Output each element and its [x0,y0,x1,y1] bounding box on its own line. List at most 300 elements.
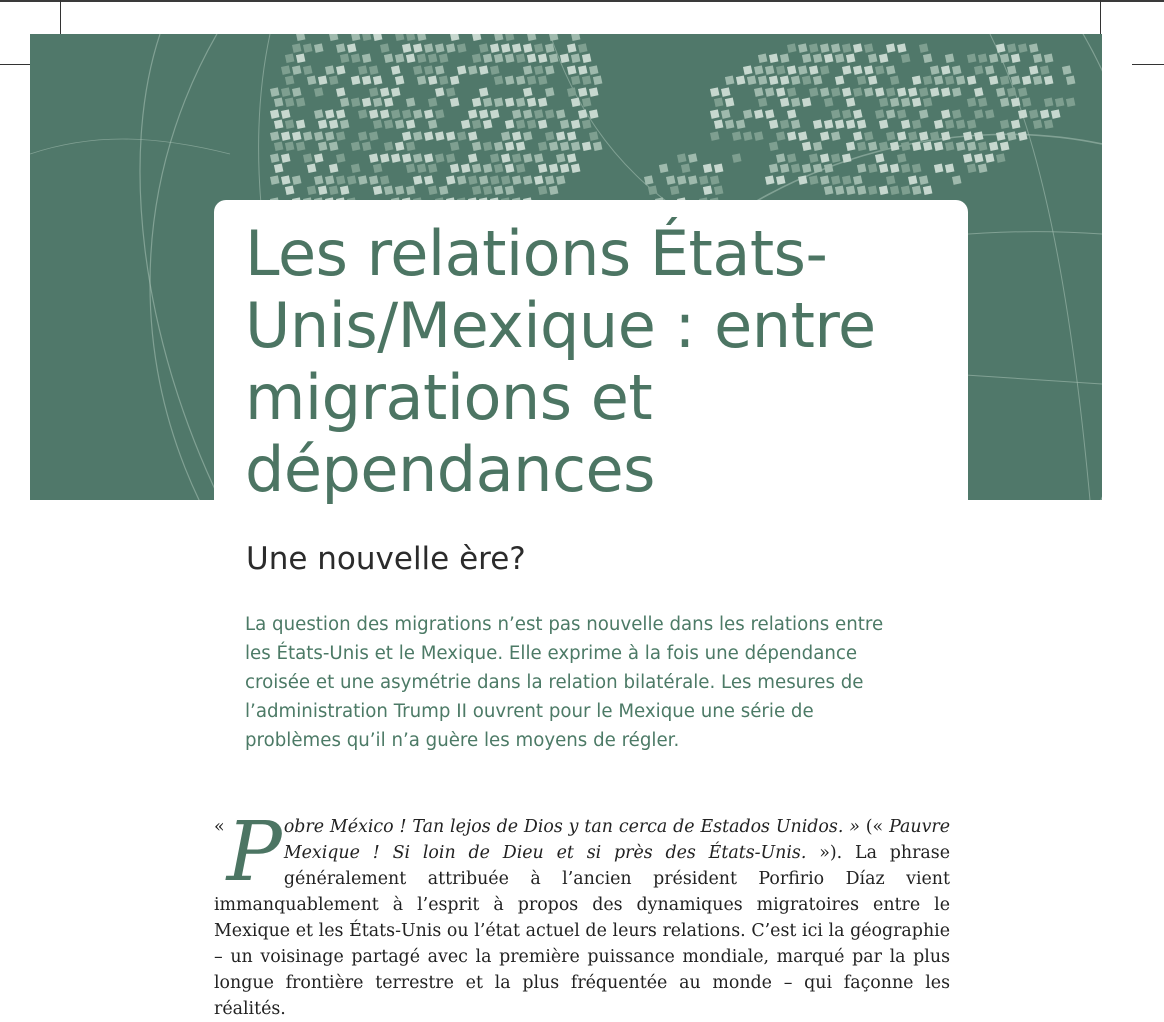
land-pixel [468,153,477,162]
land-pixel [292,131,301,140]
land-pixel [1000,76,1009,85]
land-pixel [325,175,334,184]
land-pixel [809,65,818,74]
land-pixel [677,153,686,162]
land-pixel [347,175,356,184]
land-pixel [714,164,723,173]
land-pixel [1011,76,1020,85]
land-pixel [516,164,525,173]
land-pixel [1066,76,1075,85]
land-pixel [582,142,591,151]
land-pixel [824,98,833,107]
land-pixel [516,142,525,151]
land-pixel [318,120,327,129]
land-pixel [787,65,796,74]
land-pixel [967,98,976,107]
land-pixel [875,87,884,96]
land-pixel [461,164,470,173]
land-pixel [1029,109,1038,118]
land-pixel [285,186,294,195]
land-pixel [886,65,895,74]
land-pixel [648,186,657,195]
land-pixel [329,76,338,85]
land-pixel [413,65,422,74]
land-pixel [868,76,877,85]
land-pixel [468,131,477,140]
land-pixel [1040,109,1049,118]
land-pixel [523,43,532,52]
land-pixel [472,142,481,151]
land-pixel [545,109,554,118]
land-pixel [670,186,679,195]
land-pixel [270,87,279,96]
land-pixel [270,175,279,184]
land-pixel [699,175,708,184]
land-pixel [567,87,576,96]
land-pixel [1040,65,1049,74]
land-pixel [494,164,503,173]
land-pixel [956,76,965,85]
land-pixel [505,186,514,195]
land-pixel [340,98,349,107]
land-pixel [787,153,796,162]
body-rest: La phrase généralement attribuée à l’ancien président Porfirio Díaz vient immanquablement à l’esprit à propos des dynamiques migratoires entre le Mexique et les États-Unis ou l’état actuel de leurs relations. C’est ici la géographie – un voisinage partagé avec la première puissance mondiale, marqué par la plus longue frontière terrestre et la plus fréquentée au monde – qui façonne les réalités. [214,843,950,1019]
land-pixel [886,175,895,184]
land-pixel [967,142,976,151]
land-pixel [769,54,778,63]
land-pixel [450,164,459,173]
land-pixel [1033,120,1042,129]
land-pixel [868,186,877,195]
land-pixel [967,164,976,173]
land-pixel [1018,43,1027,52]
land-pixel [868,164,877,173]
land-pixel [945,120,954,129]
land-pixel [787,87,796,96]
land-pixel [890,98,899,107]
land-pixel [791,164,800,173]
land-pixel [428,98,437,107]
land-pixel [373,164,382,173]
land-pixel [369,153,378,162]
land-pixel [985,153,994,162]
land-pixel [567,43,576,52]
land-pixel [996,153,1005,162]
land-pixel [490,109,499,118]
land-pixel [380,43,389,52]
land-pixel [714,98,723,107]
land-pixel [864,65,873,74]
land-pixel [743,65,752,74]
land-pixel [534,153,543,162]
land-pixel [1066,98,1075,107]
land-pixel [879,120,888,129]
land-pixel [450,34,459,41]
land-pixel [853,109,862,118]
land-pixel [457,43,466,52]
land-pixel [765,65,774,74]
land-pixel [490,65,499,74]
land-pixel [798,43,807,52]
land-pixel [358,109,367,118]
land-pixel [758,76,767,85]
land-pixel [890,142,899,151]
land-pixel [292,175,301,184]
land-pixel [395,186,404,195]
land-pixel [560,54,569,63]
land-pixel [908,87,917,96]
land-pixel [842,65,851,74]
land-pixel [831,109,840,118]
land-pixel [292,87,301,96]
land-pixel [501,175,510,184]
land-pixel [941,109,950,118]
land-pixel [1007,87,1016,96]
land-pixel [978,54,987,63]
land-pixel [787,43,796,52]
land-pixel [391,109,400,118]
land-pixel [589,109,598,118]
land-pixel [523,153,532,162]
land-pixel [571,98,580,107]
land-pixel [307,164,316,173]
land-pixel [912,164,921,173]
crop-mark-left-vertical [60,0,61,34]
land-pixel [406,34,415,41]
land-pixel [912,120,921,129]
land-pixel [406,120,415,129]
land-pixel [824,164,833,173]
land-pixel [318,142,327,151]
land-pixel [439,186,448,195]
land-pixel [479,43,488,52]
land-pixel [446,153,455,162]
land-pixel [501,131,510,140]
land-pixel [831,175,840,184]
land-pixel [556,109,565,118]
land-pixel [296,54,305,63]
land-pixel [879,186,888,195]
land-pixel [820,131,829,140]
land-pixel [897,131,906,140]
land-pixel [743,131,752,140]
page-subtitle: Une nouvelle ère? [246,541,526,577]
land-pixel [534,43,543,52]
land-pixel [534,65,543,74]
land-pixel [776,65,785,74]
land-pixel [479,87,488,96]
crop-mark-top [0,0,1164,2]
land-pixel [736,76,745,85]
land-pixel [721,109,730,118]
land-pixel [571,164,580,173]
land-pixel [380,175,389,184]
land-pixel [901,54,910,63]
land-pixel [842,43,851,52]
land-pixel [765,87,774,96]
land-pixel [853,175,862,184]
land-pixel [582,120,591,129]
land-pixel [483,54,492,63]
land-pixel [527,54,536,63]
land-pixel [967,54,976,63]
land-pixel [512,153,521,162]
land-pixel [505,54,514,63]
land-pixel [809,175,818,184]
land-pixel [571,34,580,41]
land-pixel [732,153,741,162]
land-pixel [505,142,514,151]
land-pixel [560,164,569,173]
land-pixel [516,54,525,63]
land-pixel [336,43,345,52]
land-pixel [424,43,433,52]
land-pixel [571,54,580,63]
land-pixel [593,76,602,85]
land-pixel [824,186,833,195]
land-pixel [329,164,338,173]
land-pixel [989,54,998,63]
land-pixel [886,43,895,52]
land-pixel [930,65,939,74]
land-pixel [589,131,598,140]
land-pixel [413,43,422,52]
land-pixel [901,164,910,173]
land-pixel [358,175,367,184]
land-pixel [776,131,785,140]
land-pixel [1033,76,1042,85]
land-pixel [890,164,899,173]
land-pixel [1011,98,1020,107]
land-pixel [318,76,327,85]
land-pixel [384,98,393,107]
land-pixel [446,87,455,96]
land-pixel [1055,98,1064,107]
land-pixel [472,164,481,173]
land-pixel [868,142,877,151]
land-pixel [853,43,862,52]
land-pixel [802,142,811,151]
land-pixel [413,175,422,184]
land-pixel [710,175,719,184]
land-pixel [846,186,855,195]
land-pixel [835,120,844,129]
land-pixel [424,175,433,184]
land-pixel [274,120,283,129]
land-pixel [428,54,437,63]
land-pixel [780,98,789,107]
land-pixel [292,65,301,74]
land-pixel [798,65,807,74]
land-pixel [274,142,283,151]
land-pixel [501,43,510,52]
land-pixel [545,131,554,140]
land-pixel [879,54,888,63]
land-pixel [402,109,411,118]
land-pixel [413,131,422,140]
land-pixel [853,87,862,96]
land-pixel [314,153,323,162]
land-pixel [912,76,921,85]
land-pixel [351,164,360,173]
land-pixel [1044,98,1053,107]
land-pixel [1051,109,1060,118]
land-pixel [325,65,334,74]
land-pixel [835,54,844,63]
land-pixel [549,54,558,63]
land-pixel [325,109,334,118]
land-pixel [769,76,778,85]
land-pixel [791,76,800,85]
land-pixel [369,87,378,96]
land-pixel [435,43,444,52]
land-pixel [395,142,404,151]
land-pixel [303,65,312,74]
land-pixel [996,131,1005,140]
land-pixel [875,109,884,118]
land-pixel [952,87,961,96]
land-pixel [798,131,807,140]
land-pixel [989,142,998,151]
land-pixel [296,142,305,151]
land-pixel [439,76,448,85]
land-pixel [516,76,525,85]
land-pixel [428,76,437,85]
land-pixel [941,87,950,96]
land-pixel [446,43,455,52]
land-pixel [1000,98,1009,107]
body-paragraph [214,805,950,1022]
land-pixel [527,76,536,85]
land-pixel [934,76,943,85]
land-pixel [743,109,752,118]
land-pixel [435,109,444,118]
land-pixel [523,65,532,74]
land-pixel [373,98,382,107]
land-pixel [512,175,521,184]
land-pixel [582,54,591,63]
land-pixel [351,98,360,107]
land-pixel [428,164,437,173]
land-pixel [336,87,345,96]
land-pixel [835,186,844,195]
land-pixel [934,164,943,173]
land-pixel [725,98,734,107]
land-pixel [842,153,851,162]
land-pixel [347,43,356,52]
land-pixel [490,153,499,162]
land-pixel [490,175,499,184]
land-pixel [967,76,976,85]
land-pixel [512,131,521,140]
drop-cap: P [226,805,282,900]
land-pixel [545,65,554,74]
land-pixel [362,34,371,41]
lead-paragraph: La question des migrations n’est pas nouvelle dans les relations entre les États-Unis et le Mexique. Elle exprime à la fois une dépendance croisée et une asymétrie dans la relation bilatérale. Les mesures de l’administration Trump II ouvrent pour le Mexique une série de problèmes qu’il n’a guère les moyens de régler. [245,614,884,751]
land-pixel [1022,76,1031,85]
land-pixel [439,54,448,63]
land-pixel [483,164,492,173]
land-pixel [710,87,719,96]
land-pixel [1029,65,1038,74]
land-pixel [402,131,411,140]
land-pixel [1011,120,1020,129]
land-pixel [318,186,327,195]
land-pixel [1018,109,1027,118]
land-pixel [406,186,415,195]
land-pixel [879,164,888,173]
land-pixel [974,109,983,118]
land-pixel [868,54,877,63]
land-pixel [923,142,932,151]
land-pixel [285,98,294,107]
land-pixel [787,109,796,118]
land-pixel [879,98,888,107]
land-pixel [769,164,778,173]
land-pixel [714,186,723,195]
land-pixel [402,43,411,52]
land-pixel [897,109,906,118]
land-pixel [919,175,928,184]
paren-open: (« [859,817,890,837]
land-pixel [417,164,426,173]
land-pixel [428,186,437,195]
land-pixel [791,98,800,107]
land-pixel [373,34,382,41]
land-pixel [362,54,371,63]
land-pixel [930,131,939,140]
land-pixel [538,54,547,63]
land-pixel [417,54,426,63]
land-pixel [802,164,811,173]
land-pixel [1018,87,1027,96]
land-pixel [864,87,873,96]
land-pixel [373,120,382,129]
land-pixel [468,175,477,184]
land-pixel [956,142,965,151]
land-pixel [820,43,829,52]
land-pixel [813,54,822,63]
land-pixel [758,98,767,107]
land-pixel [1007,43,1016,52]
land-pixel [395,54,404,63]
land-pixel [281,87,290,96]
land-pixel [329,142,338,151]
land-pixel [413,153,422,162]
land-pixel [919,87,928,96]
land-pixel [941,131,950,140]
land-pixel [567,153,576,162]
land-pixel [846,120,855,129]
land-pixel [901,142,910,151]
land-pixel [285,76,294,85]
land-pixel [285,120,294,129]
land-pixel [384,186,393,195]
land-pixel [912,142,921,151]
land-pixel [864,131,873,140]
land-pixel [703,186,712,195]
french-quote: Pauvre Mexique ! Si loin de Dieu et si près des États-Unis. [283,817,950,863]
land-pixel [571,142,580,151]
land-pixel [1000,120,1009,129]
land-pixel [307,76,316,85]
land-pixel [985,65,994,74]
land-pixel [787,131,796,140]
land-pixel [534,109,543,118]
land-pixel [479,65,488,74]
land-pixel [890,186,899,195]
land-pixel [710,109,719,118]
